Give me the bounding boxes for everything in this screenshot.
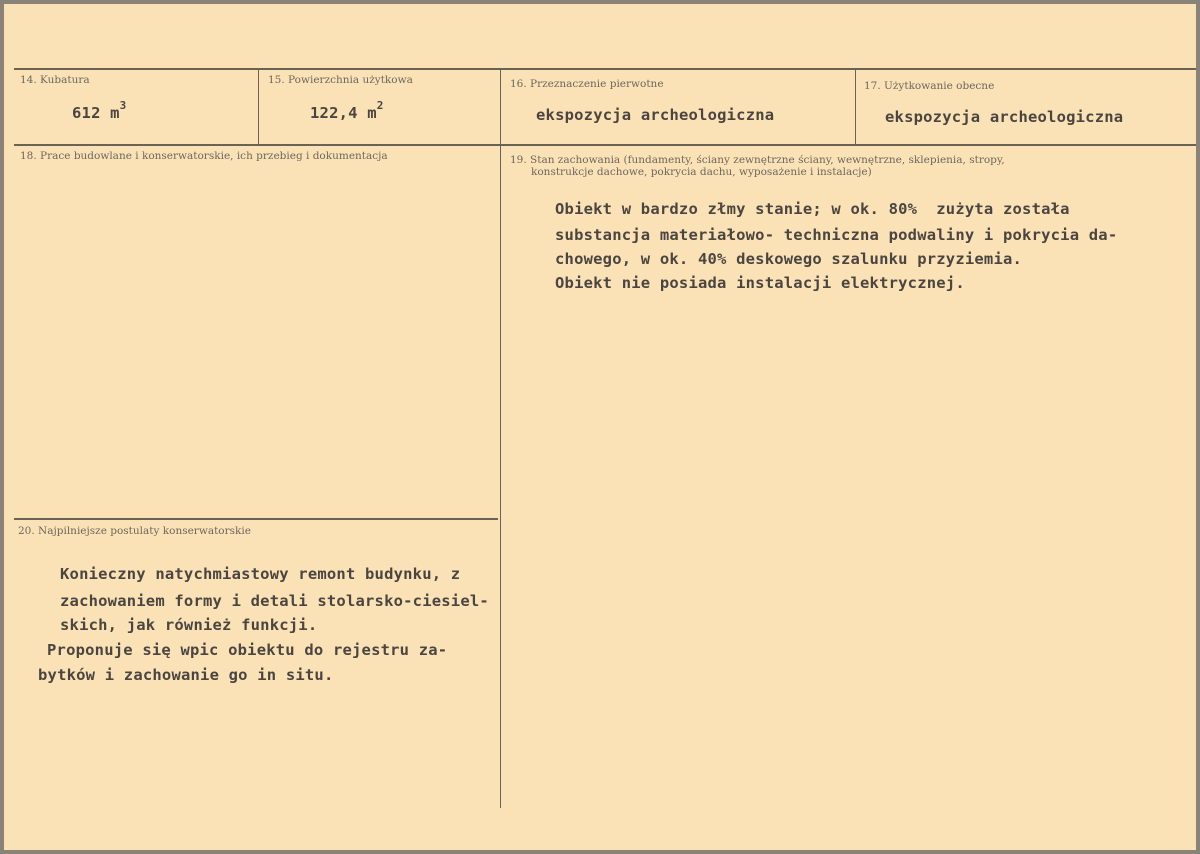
col-rule-3 — [855, 68, 856, 146]
field-17-label: 17. Użytkowanie obecne — [864, 80, 995, 92]
field-20-text-line-2: zachowaniem formy i detali stolarsko-ciesiel- — [60, 592, 489, 610]
field-15-value — [310, 99, 384, 123]
field-20-label: 20. Najpilniejsze postulaty konserwatorskie — [18, 525, 251, 537]
field-20-text-line-4: Proponuje się wpic obiektu do rejestru za- — [47, 641, 448, 659]
field-16-value: ekspozycja archeologiczna — [536, 106, 775, 124]
field-14-value — [72, 99, 127, 123]
field-19-text-line-1: Obiekt w bardzo złmy stanie; w ok. 80% zużyta została — [555, 200, 1070, 218]
field-19-text-line-2: substancja materiałowo- techniczna podwaliny i pokrycia da- — [555, 226, 1118, 244]
field-19-label-line-2: konstrukcje dachowe, pokrycia dachu, wyposażenie i instalacje) — [531, 166, 872, 178]
field-20-text-line-5: bytków i zachowanie go in situ. — [38, 666, 334, 684]
field-19-text-line-3: chowego, w ok. 40% deskowego szalunku przyziemia. — [555, 250, 1023, 268]
field-20-text-line-1: Konieczny natychmiastowy remont budynku, z — [60, 565, 461, 583]
field-14-label: 14. Kubatura — [20, 74, 90, 86]
field-14-exponent: 3 — [119, 99, 127, 112]
mid-rule-left — [14, 518, 498, 520]
field-19-label-line-1: 19. Stan zachowania (fundamenty, ściany zewnętrzne ściany, wewnętrzne, sklepienia, stropy, — [510, 154, 1005, 166]
field-19-text-line-4: Obiekt nie posiada instalacji elektrycznej. — [555, 274, 965, 292]
field-18-label: 18. Prace budowlane i konserwatorskie, ich przebieg i dokumentacja — [20, 150, 388, 162]
top-rule — [14, 68, 1196, 70]
field-15-number: 122,4 m — [310, 104, 377, 123]
field-20-text-line-3: skich, jak również funkcji. — [60, 616, 318, 634]
field-14-number: 612 m — [72, 104, 120, 123]
field-17-value: ekspozycja archeologiczna — [885, 108, 1124, 126]
field-15-label: 15. Powierzchnia użytkowa — [268, 74, 413, 86]
col-rule-2 — [500, 68, 501, 808]
col-rule-1 — [258, 68, 259, 146]
row-rule-1 — [14, 144, 1196, 146]
field-15-exponent: 2 — [376, 99, 384, 112]
field-16-label: 16. Przeznaczenie pierwotne — [510, 78, 664, 90]
